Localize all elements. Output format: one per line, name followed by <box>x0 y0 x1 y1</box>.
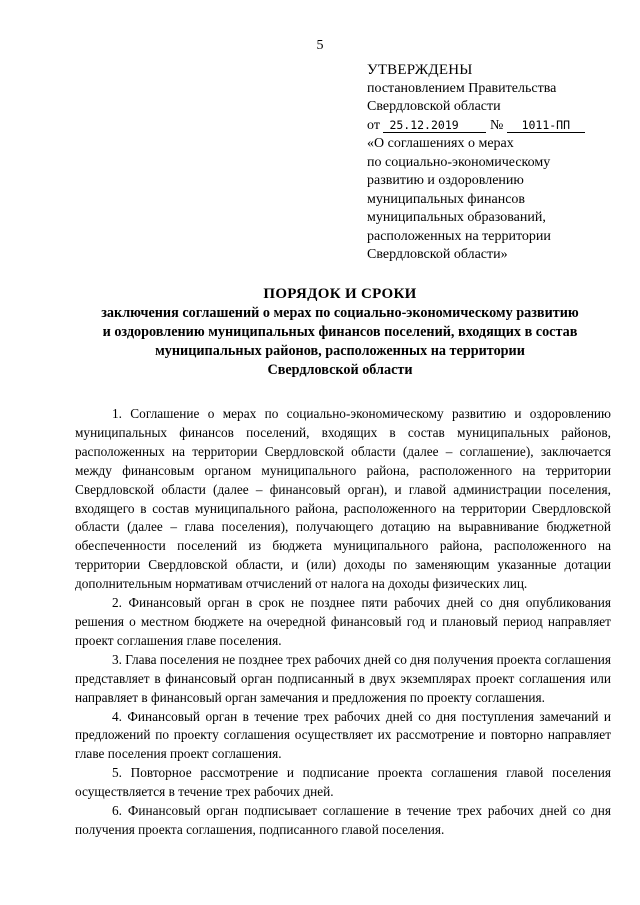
approval-title-line: по социально-экономическому <box>367 154 551 170</box>
approval-number: 1011-ПП <box>507 118 585 133</box>
paragraph-1: 1. Соглашение о мерах по социально-экономическому развитию и оздоровлению муниципальных финансов поселений, входящих в состав муниципальных районов, расположенных на территории Свердловской области (далее – соглашение), заключается между финансовым органом муниципального района, расположенного на территории Свердловской области (далее – финансовый орган), и главой администрации поселения, входящего в состав муниципального района, расположенного на территории Свердловской области (далее – глава поселения), получающего дотацию на выравнивание бюджетной обеспеченности поселений из бюджета муниципального района, расположенного на территории Свердловской области, и (или) доходы по заменяющим указанные дотации дополнительным нормативам отчислений от налога на доходы физических лиц. <box>75 406 611 592</box>
document-title-block <box>60 285 620 380</box>
date-prefix: от <box>367 117 380 133</box>
approval-heading: УТВЕРЖДЕНЫ <box>367 62 473 78</box>
approval-title-line: расположенных на территории <box>367 228 551 244</box>
document-title: ПОРЯДОК И СРОКИ <box>263 286 417 302</box>
approval-title-line: Свердловской области» <box>367 247 508 262</box>
document-subtitle-line: и оздоровлению муниципальных финансов поселений, входящих в состав <box>102 324 578 340</box>
approval-block <box>367 61 617 265</box>
approval-title-line: муниципальных финансов <box>367 191 526 207</box>
approval-date-line <box>367 117 617 136</box>
paragraph-3: 3. Глава поселения не позднее трех рабочих дней со дня получения проекта соглашения представляет в финансовый орган подписанный в двух экземплярах проект соглашения или направляет в финансовый орган замечания и предложения по проекту соглашения. <box>75 651 611 705</box>
approval-date: 25.12.2019 <box>383 118 486 133</box>
approval-title-line: развитию и оздоровлению <box>367 173 524 188</box>
approval-line-1: постановлением Правительства <box>367 80 557 96</box>
paragraph-4: 4. Финансовый орган в течение трех рабочих дней со дня поступления замечаний и предложений по проекту соглашения осуществляет их рассмотрение и повторно направляет главе поселения проект соглашения. <box>75 708 611 762</box>
paragraph-6: 6. Финансовый орган подписывает соглашение в течение трех рабочих дней со дня получения проекта соглашения, подписанного главой поселения. <box>75 803 611 837</box>
paragraph-5: 5. Повторное рассмотрение и подписание проекта соглашения главой поселения осуществляется в течение трех рабочих дней. <box>75 765 611 800</box>
document-subtitle-line: муниципальных районов, расположенных на территории <box>155 343 525 359</box>
paragraph-2: 2. Финансовый орган в срок не позднее пяти рабочих дней со дня опубликования решения о местном бюджете на очередной финансовый год и плановый период направляет проект соглашения главе поселения. <box>75 595 611 648</box>
number-sign: № <box>489 117 504 133</box>
approval-line-2: Свердловской области <box>367 99 501 114</box>
approval-title-line: «О соглашениях о мерах <box>367 136 514 151</box>
document-subtitle-line: Свердловской области <box>267 362 413 378</box>
document-body <box>75 405 611 840</box>
page-number: 5 <box>316 38 324 53</box>
document-subtitle-line: заключения соглашений о мерах по социально-экономическому развитию <box>101 305 579 321</box>
approval-title-line: муниципальных образований, <box>367 210 546 225</box>
